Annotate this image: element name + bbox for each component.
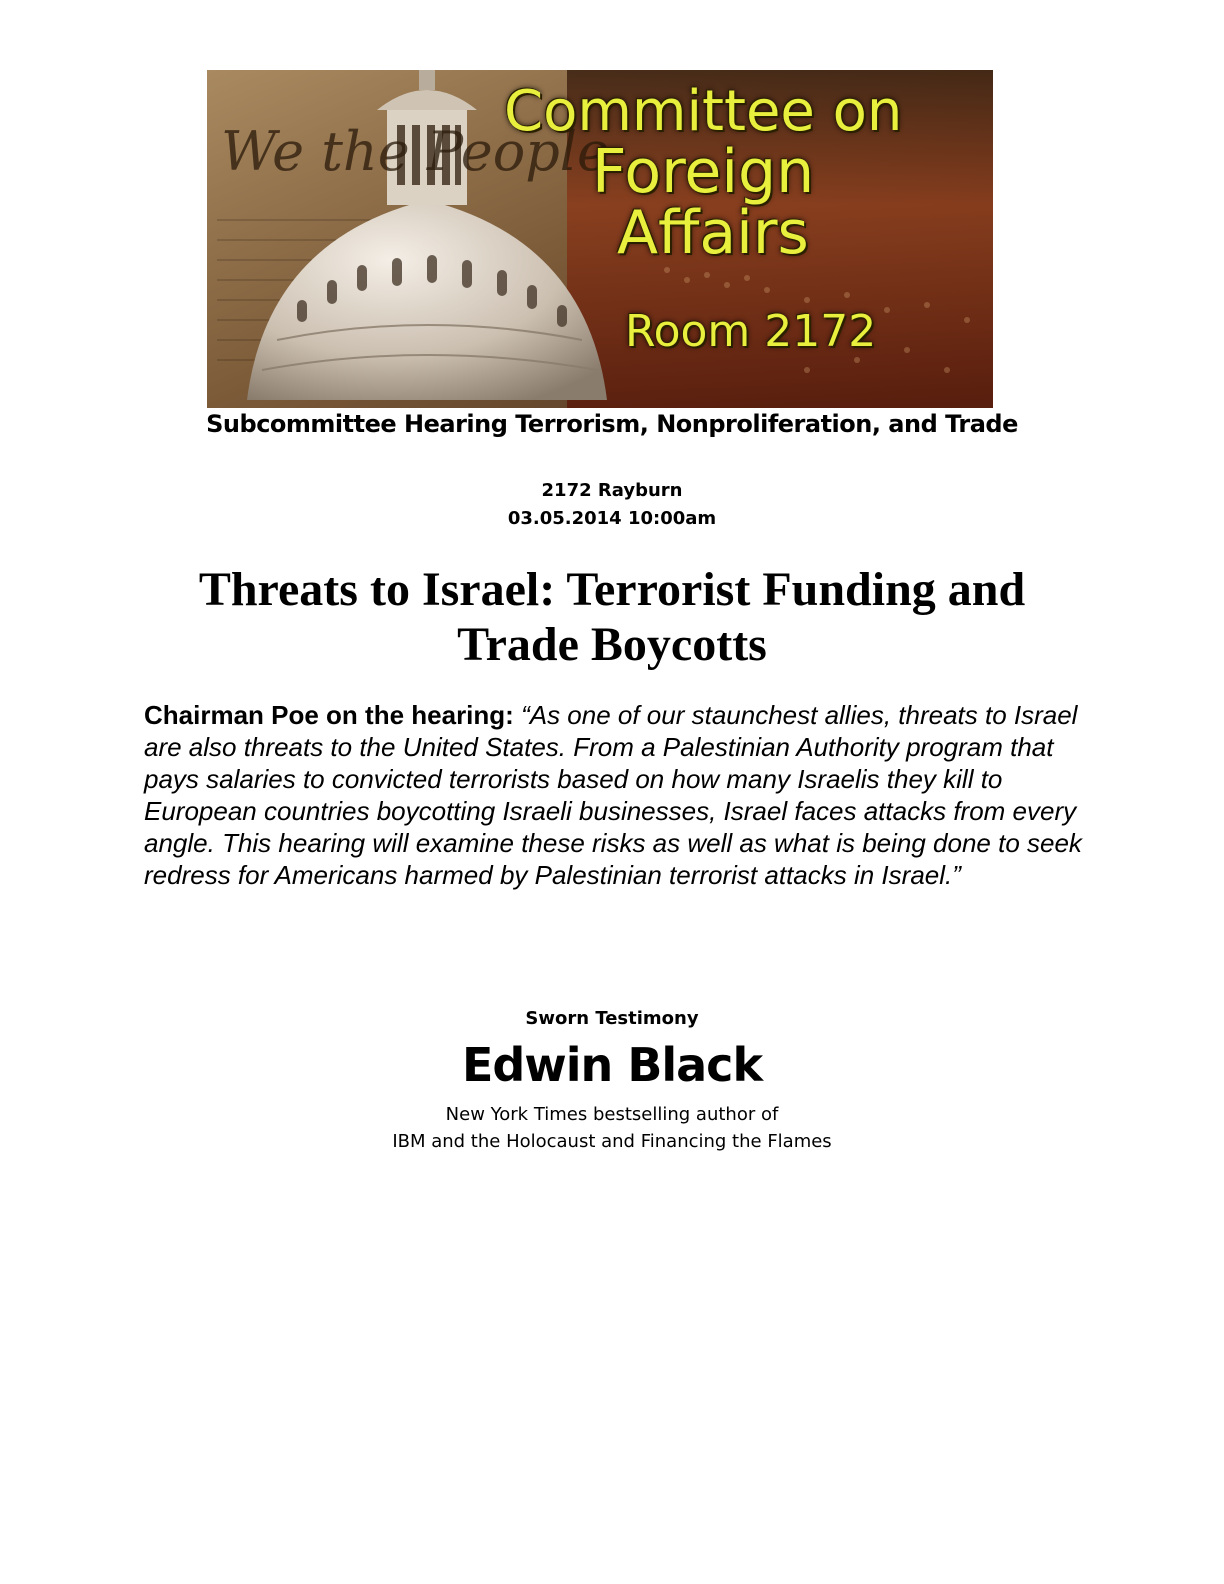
banner-line-committee-on: Committee on <box>504 79 903 144</box>
header-banner-image <box>207 70 993 408</box>
subcommittee-heading: Subcommittee Hearing Terrorism, Nonproliferation, and Trade <box>206 410 1018 438</box>
hearing-title: Threats to Israel: Terrorist Funding and Trade Boycotts <box>198 563 1026 671</box>
banner-line-foreign: Foreign <box>592 137 815 207</box>
quote-text: “As one of our staunchest allies, threats to Israel are also threats to the United States. From a Palestinian Authority program that pays salaries to convicted terrorists based on how many Israelis they kill to European countries boycotting Israeli businesses, Israel faces attacks from every angle. This hearing will examine these risks as well as what is being done to seek redress for Americans harmed by Palestinian terrorist attacks in Israel.” <box>144 700 1082 890</box>
banner-room-number: Room 2172 <box>625 306 877 357</box>
witness-credential-line-2: IBM and the Holocaust and Financing the Flames <box>392 1131 832 1152</box>
banner-text-overlay <box>207 70 993 408</box>
we-the-people-script: We the People <box>221 120 609 183</box>
witness-name: Edwin Black <box>461 1038 763 1092</box>
hearing-datetime: 03.05.2014 10:00am <box>507 508 717 529</box>
quote-lead: Chairman Poe on the hearing: <box>144 700 522 730</box>
sworn-testimony-label: Sworn Testimony <box>525 1008 699 1029</box>
chairman-quote <box>144 699 1084 891</box>
banner-line-affairs: Affairs <box>617 198 809 268</box>
hearing-location: 2172 Rayburn <box>541 480 683 501</box>
witness-credential-line-1: New York Times bestselling author of <box>445 1104 779 1125</box>
